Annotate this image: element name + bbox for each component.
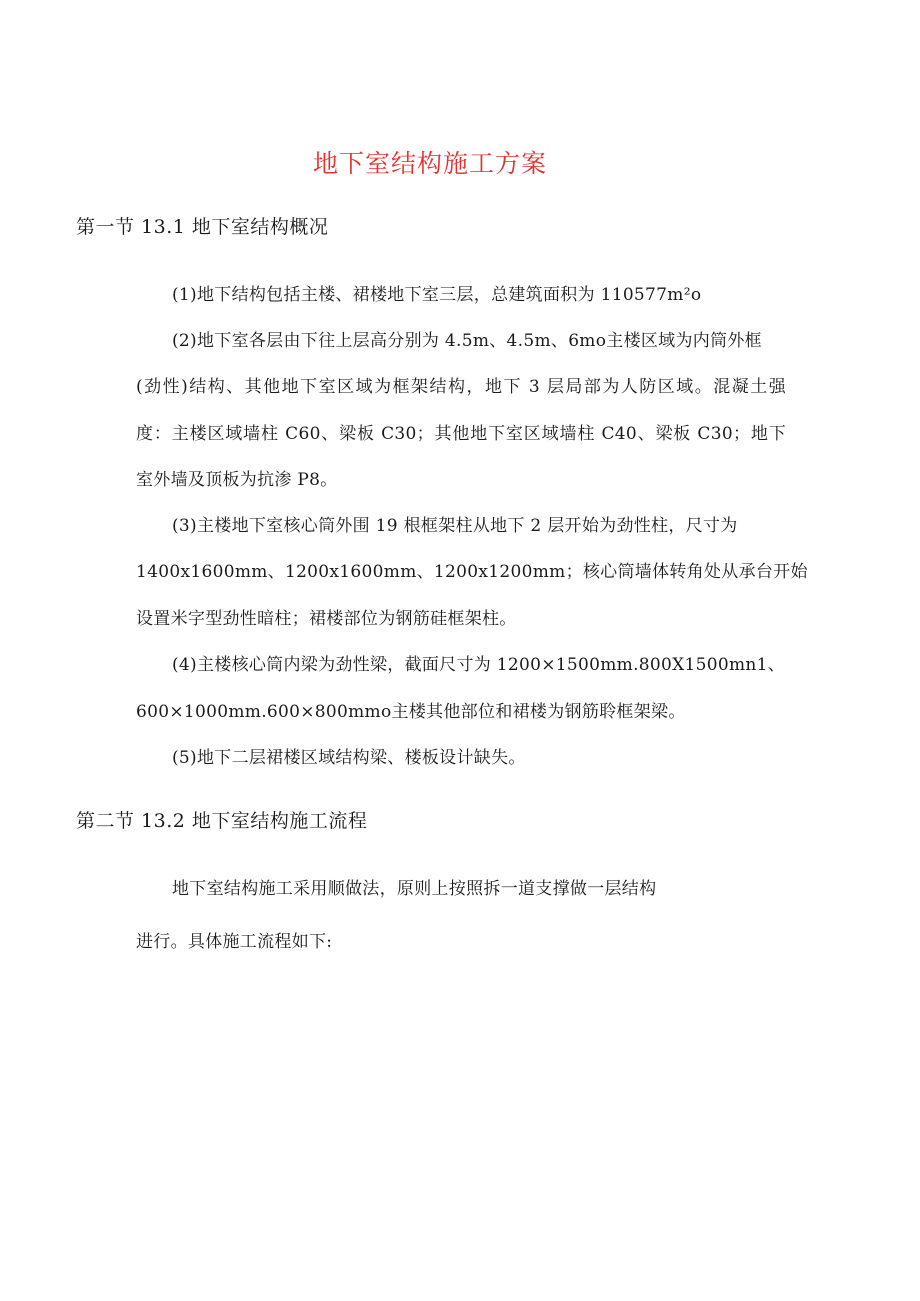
document-title: 地下室结构施工方案 xyxy=(312,149,547,178)
paragraph-line: (5)地下二层裙楼区域结构梁、楼板设计缺失。 xyxy=(172,748,526,768)
paragraph-line: 600×1000mm.600×800mmo主楼其他部位和裙楼为钢筋聆框架梁。 xyxy=(136,702,686,722)
paragraph-line: (1)地下结构包括主楼、裙楼地下室三层，总建筑面积为 110577m²o xyxy=(172,285,702,305)
paragraph-line: 地下室结构施工采用顺做法，原则上按照拆一道支撑做一层结构 xyxy=(172,879,657,899)
paragraph-line: 1400x1600mm、1200x1600mm、1200x1200mm；核心筒墙体转角处从承台开始 xyxy=(136,562,808,582)
paragraph-line: 进行。具体施工流程如下: xyxy=(136,932,333,952)
paragraph-line: (劲性)结构、其他地下室区域为框架结构，地下 3 层局部为人防区域。混凝土强 xyxy=(136,377,786,397)
paragraph-line: (3)主楼地下室核心筒外围 19 根框架柱从地下 2 层开始为劲性柱，尺寸为 xyxy=(172,516,738,536)
paragraph-line: 室外墙及顶板为抗渗 P8。 xyxy=(136,470,338,490)
paragraph-line: 度：主楼区域墙柱 C60、梁板 C30；其他地下室区域墙柱 C40、梁板 C30；地下 xyxy=(136,424,786,444)
paragraph-line: (4)主楼核心筒内梁为劲性梁，截面尺寸为 1200×1500mm.800X1500mn1、 xyxy=(172,655,786,675)
section-heading-2: 第二节 13.2 地下室结构施工流程 xyxy=(76,810,368,832)
paragraph-line: (2)地下室各层由下往上层高分别为 4.5m、4.5m、6mo主楼区域为内筒外框 xyxy=(172,331,762,351)
paragraph-line: 设置米字型劲性暗柱；裙楼部位为钢筋硅框架柱。 xyxy=(136,609,517,629)
section-heading-1: 第一节 13.1 地下室结构概况 xyxy=(76,216,329,238)
